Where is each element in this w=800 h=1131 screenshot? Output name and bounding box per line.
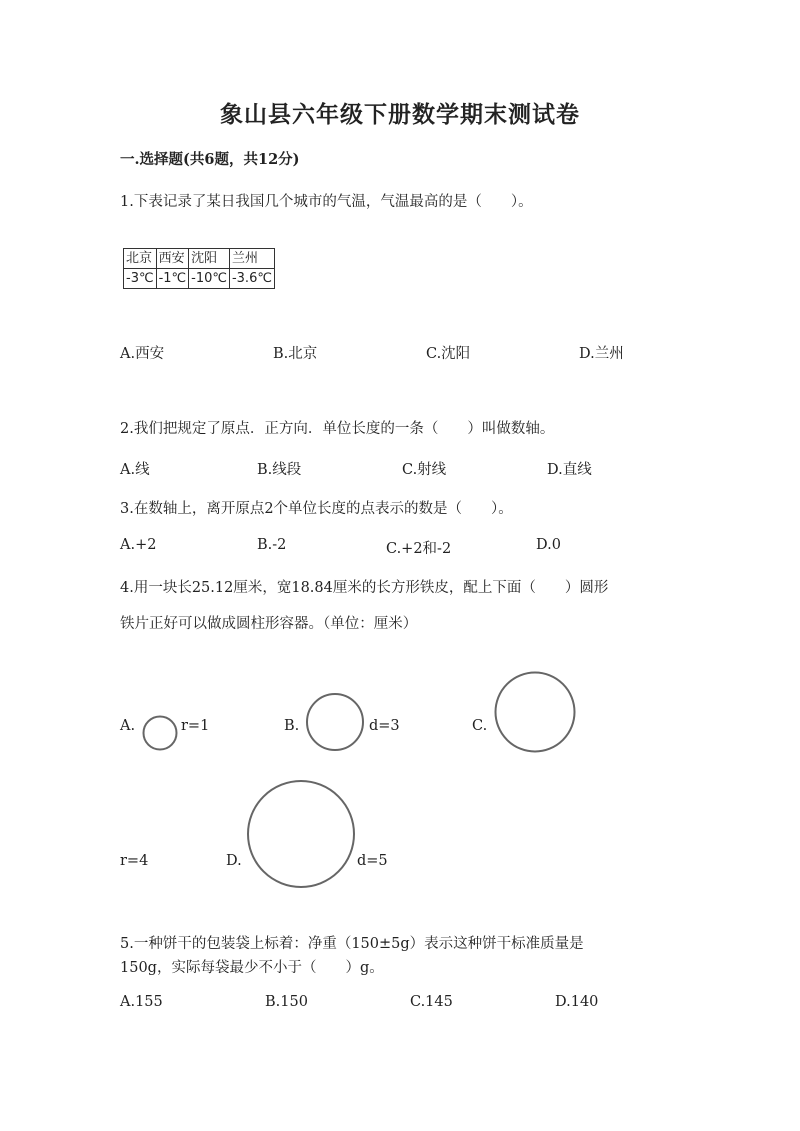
q3-option-b: B.-2 — [257, 537, 287, 553]
circle-d — [248, 781, 354, 887]
table-cell: -3.6℃ — [229, 269, 274, 289]
table-cell: -1℃ — [156, 269, 189, 289]
circle-b — [307, 694, 363, 750]
table-cell: 沈阳 — [189, 249, 230, 269]
q1-option-b: B.北京 — [273, 346, 318, 362]
q5-option-b: B.150 — [265, 994, 308, 1010]
table-cell: -3℃ — [124, 269, 157, 289]
table-cell: 兰州 — [229, 249, 274, 269]
q4-option-a-label: A. — [120, 718, 136, 734]
q2-option-b: B.线段 — [257, 462, 302, 478]
q1-option-c: C.沈阳 — [426, 346, 471, 362]
question-3-text: 3.在数轴上，离开原点2个单位长度的点表示的数是（ ）。 — [120, 501, 513, 517]
q2-option-c: C.射线 — [402, 462, 447, 478]
question-1-text: 1.下表记录了某日我国几个城市的气温，气温最高的是（ ）。 — [120, 194, 533, 210]
circle-c — [496, 673, 575, 752]
circle-a — [144, 717, 177, 750]
q3-option-a: A.+2 — [120, 537, 157, 553]
q4-option-d-note: d=5 — [357, 853, 388, 869]
q4-option-d-label: D. — [226, 853, 242, 869]
q1-option-a: A.西安 — [120, 346, 165, 362]
question-4-line-2: 铁片正好可以做成圆柱形容器。（单位：厘米） — [120, 616, 418, 632]
question-5-line-2: 150g，实际每袋最少不小于（ ）g。 — [120, 960, 384, 976]
q3-option-d: D.0 — [536, 537, 561, 553]
q4-option-b-note: d=3 — [369, 718, 400, 734]
table-cell: -10℃ — [189, 269, 230, 289]
q4-option-c-note: r=4 — [120, 853, 149, 869]
table-cell: 北京 — [124, 249, 157, 269]
q2-option-a: A.线 — [120, 462, 150, 478]
page-title: 象山县六年级下册数学期末测试卷 — [220, 101, 580, 128]
q4-option-a-note: r=1 — [181, 718, 210, 734]
q4-option-b-label: B. — [284, 718, 300, 734]
question-2-text: 2.我们把规定了原点．正方向．单位长度的一条（ ）叫做数轴。 — [120, 421, 555, 437]
q1-option-d: D.兰州 — [579, 346, 624, 362]
question-4-line-1: 4.用一块长25.12厘米，宽18.84厘米的长方形铁皮，配上下面（ ）圆形 — [120, 580, 609, 596]
q4-option-c-label: C. — [472, 718, 488, 734]
table-cell: 西安 — [156, 249, 189, 269]
q5-option-c: C.145 — [410, 994, 453, 1010]
q5-option-a: A.155 — [120, 994, 163, 1010]
q5-option-d: D.140 — [555, 994, 599, 1010]
question-5-line-1: 5.一种饼干的包装袋上标着：净重（150±5g）表示这种饼干标准质量是 — [120, 936, 584, 952]
section-heading: 一.选择题(共6题，共12分) — [120, 151, 300, 168]
q2-option-d: D.直线 — [547, 462, 592, 478]
q3-option-c: C.+2和-2 — [386, 541, 452, 557]
